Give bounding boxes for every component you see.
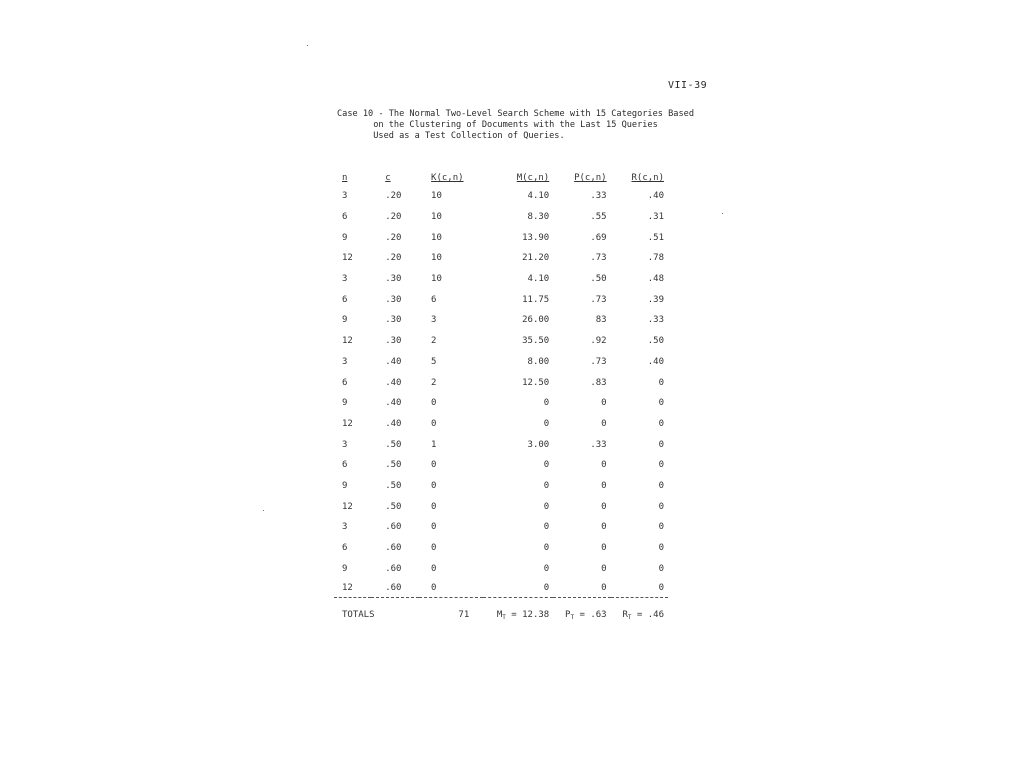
cell-n: 9	[342, 480, 348, 491]
cell-n: 3	[342, 439, 348, 450]
cell-m: 35.50	[522, 336, 550, 347]
cell-p: .33	[590, 439, 607, 450]
header-n: n	[342, 173, 348, 183]
cell-p: .73	[590, 253, 607, 264]
cell-p: .69	[590, 232, 607, 243]
cell-r: .50	[647, 336, 664, 347]
cell-n: 6	[342, 212, 348, 223]
cell-k: 1	[431, 439, 437, 450]
totals-p-subscript: T	[570, 613, 575, 621]
totals-p	[553, 598, 610, 629]
cell-c: .60	[385, 563, 402, 574]
table-row	[334, 455, 668, 476]
cell-m: 4.10	[527, 191, 550, 202]
cell-r: .78	[647, 253, 664, 264]
cell-c: .60	[385, 543, 402, 554]
cell-p: 0	[601, 418, 607, 429]
cell-m: 12.50	[522, 377, 550, 388]
cell-c: .20	[385, 191, 402, 202]
cell-p: .83	[590, 377, 607, 388]
cell-p: .73	[590, 294, 607, 305]
cell-k: 0	[419, 579, 483, 598]
totals-r	[611, 598, 668, 629]
cell-n: 3	[342, 191, 348, 202]
totals-r-symbol: R	[622, 609, 628, 620]
cell-n: 3	[342, 522, 348, 533]
cell-m: 8.30	[527, 212, 550, 223]
totals-r-subscript: T	[627, 613, 632, 621]
table-header-row	[334, 170, 668, 186]
cell-r: .39	[647, 294, 664, 305]
cell-k: 0	[431, 522, 437, 533]
cell-p: 83	[595, 315, 607, 326]
cell-p: 0	[553, 579, 610, 598]
cell-k: 0	[431, 418, 437, 429]
scan-speck	[722, 213, 723, 214]
cell-c: .40	[385, 418, 402, 429]
cell-m: 0	[483, 579, 553, 598]
table-row	[334, 207, 668, 228]
cell-p: 0	[601, 480, 607, 491]
cell-r: .40	[647, 191, 664, 202]
cell-r: 0	[658, 522, 664, 533]
table-row	[334, 352, 668, 373]
cell-n: 12	[342, 501, 353, 512]
totals-m-subscript: T	[502, 613, 506, 621]
totals-p-value: = .63	[574, 609, 607, 620]
table-body	[334, 186, 668, 598]
cell-n: 9	[342, 232, 348, 243]
cell-c: .20	[385, 232, 402, 243]
cell-r: 0	[658, 480, 664, 491]
table-row	[334, 227, 668, 248]
cell-p: 0	[601, 501, 607, 512]
cell-p: 0	[601, 460, 607, 471]
table-row	[334, 414, 668, 435]
table-row	[334, 579, 668, 598]
cell-p: 0	[601, 563, 607, 574]
cell-n: 12	[342, 418, 353, 429]
cell-c: .20	[385, 212, 402, 223]
cell-n: 12	[334, 579, 371, 598]
cell-k: 0	[431, 501, 437, 512]
cell-n: 6	[342, 543, 348, 554]
cell-n: 6	[342, 377, 348, 388]
cell-c: .50	[385, 439, 402, 450]
table-row	[334, 372, 668, 393]
results-table	[334, 170, 668, 628]
cell-k: 0	[431, 480, 437, 491]
cell-c: .40	[385, 356, 402, 367]
caption-line-2: on the Clustering of Documents with the Last 15 Queries	[337, 120, 658, 130]
caption-line-1: Case 10 - The Normal Two-Level Search Scheme with 15 Categories Based	[337, 109, 694, 119]
cell-m: 0	[543, 480, 550, 491]
cell-c: .30	[385, 336, 402, 347]
scan-speck	[263, 510, 264, 511]
table-row	[334, 538, 668, 559]
cell-p: .73	[590, 356, 607, 367]
cell-m: 0	[543, 418, 550, 429]
totals-k: 71	[458, 610, 470, 621]
totals-m-value: = 12.38	[505, 609, 550, 620]
cell-r: .48	[647, 274, 664, 285]
cell-n: 9	[342, 398, 348, 409]
cell-c: .20	[385, 253, 402, 264]
totals-m	[483, 598, 553, 629]
table-row	[334, 310, 668, 331]
cell-n: 3	[342, 356, 348, 367]
cell-r: .33	[647, 315, 664, 326]
cell-c: .40	[385, 398, 402, 409]
cell-m: 11.75	[522, 294, 550, 305]
table-row	[334, 289, 668, 310]
cell-k: 2	[431, 336, 437, 347]
cell-n: 9	[342, 563, 348, 574]
cell-r: .40	[647, 356, 664, 367]
cell-r: .51	[647, 232, 664, 243]
header-p: P(c,n)	[574, 173, 607, 183]
cell-p: .92	[590, 336, 607, 347]
cell-m: 0	[543, 460, 550, 471]
table-row	[334, 517, 668, 538]
cell-p: 0	[601, 522, 607, 533]
header-m: M(c,n)	[516, 173, 550, 183]
cell-n: 6	[342, 294, 348, 305]
caption-line-3: Used as a Test Collection of Queries.	[337, 131, 565, 141]
cell-r: 0	[658, 460, 664, 471]
cell-k: 10	[431, 191, 442, 202]
cell-r: 0	[658, 501, 664, 512]
cell-r: 0	[611, 579, 668, 598]
cell-p: .50	[590, 274, 607, 285]
cell-r: 0	[658, 398, 664, 409]
header-k: K(c,n)	[431, 173, 464, 183]
cell-m: 21.20	[522, 253, 550, 264]
cell-k: 10	[431, 253, 442, 264]
cell-c: .60	[385, 522, 402, 533]
cell-c: .50	[385, 501, 402, 512]
table-row	[334, 496, 668, 517]
table-row	[334, 248, 668, 269]
cell-m: 8.00	[527, 356, 550, 367]
table-row	[334, 269, 668, 290]
cell-r: 0	[658, 563, 664, 574]
cell-r: 0	[658, 377, 664, 388]
table-row	[334, 558, 668, 579]
cell-c: .60	[371, 579, 419, 598]
header-c: c	[385, 173, 391, 183]
cell-r: 0	[658, 439, 664, 450]
cell-n: 12	[342, 336, 353, 347]
cell-p: 0	[601, 543, 607, 554]
totals-row	[334, 598, 668, 629]
cell-k: 2	[431, 377, 437, 388]
table-caption	[337, 109, 694, 142]
cell-r: .31	[647, 212, 664, 223]
cell-m: 0	[543, 543, 550, 554]
cell-m: 4.10	[527, 274, 550, 285]
cell-k: 10	[431, 274, 442, 285]
totals-m-symbol: M	[496, 609, 503, 620]
cell-c: .30	[385, 274, 402, 285]
cell-n: 6	[342, 460, 348, 471]
cell-c: .50	[385, 480, 402, 491]
cell-k: 10	[431, 232, 442, 243]
cell-n: 12	[342, 253, 353, 264]
cell-m: 0	[543, 522, 550, 533]
cell-n: 9	[342, 315, 348, 326]
cell-c: .40	[385, 377, 402, 388]
cell-p: .33	[590, 191, 607, 202]
cell-m: 13.90	[522, 232, 550, 243]
cell-k: 6	[431, 294, 437, 305]
cell-k: 0	[431, 460, 437, 471]
table-row	[334, 476, 668, 497]
cell-k: 10	[431, 212, 442, 223]
cell-k: 3	[431, 315, 437, 326]
table-row	[334, 393, 668, 414]
cell-n: 3	[342, 274, 348, 285]
cell-m: 26.00	[522, 315, 550, 326]
table-row	[334, 331, 668, 352]
cell-m: 0	[543, 563, 550, 574]
cell-c: .50	[385, 460, 402, 471]
cell-c: .30	[385, 294, 402, 305]
totals-p-symbol: P	[565, 609, 571, 620]
cell-k: 0	[431, 398, 437, 409]
cell-p: 0	[601, 398, 607, 409]
table-row	[334, 186, 668, 207]
totals-r-value: = .46	[631, 609, 664, 620]
cell-m: 3.00	[527, 439, 550, 450]
header-r: R(c,n)	[631, 173, 664, 183]
cell-r: 0	[658, 418, 664, 429]
cell-c: .30	[385, 315, 402, 326]
cell-m: 0	[543, 398, 550, 409]
scan-speck	[307, 45, 308, 46]
cell-p: .55	[590, 212, 607, 223]
table-row	[334, 434, 668, 455]
cell-r: 0	[658, 543, 664, 554]
page-number: VII-39	[668, 80, 708, 91]
cell-k: 5	[431, 356, 437, 367]
cell-k: 0	[431, 563, 437, 574]
cell-k: 0	[431, 543, 437, 554]
cell-m: 0	[543, 501, 550, 512]
totals-label: TOTALS	[342, 610, 375, 621]
